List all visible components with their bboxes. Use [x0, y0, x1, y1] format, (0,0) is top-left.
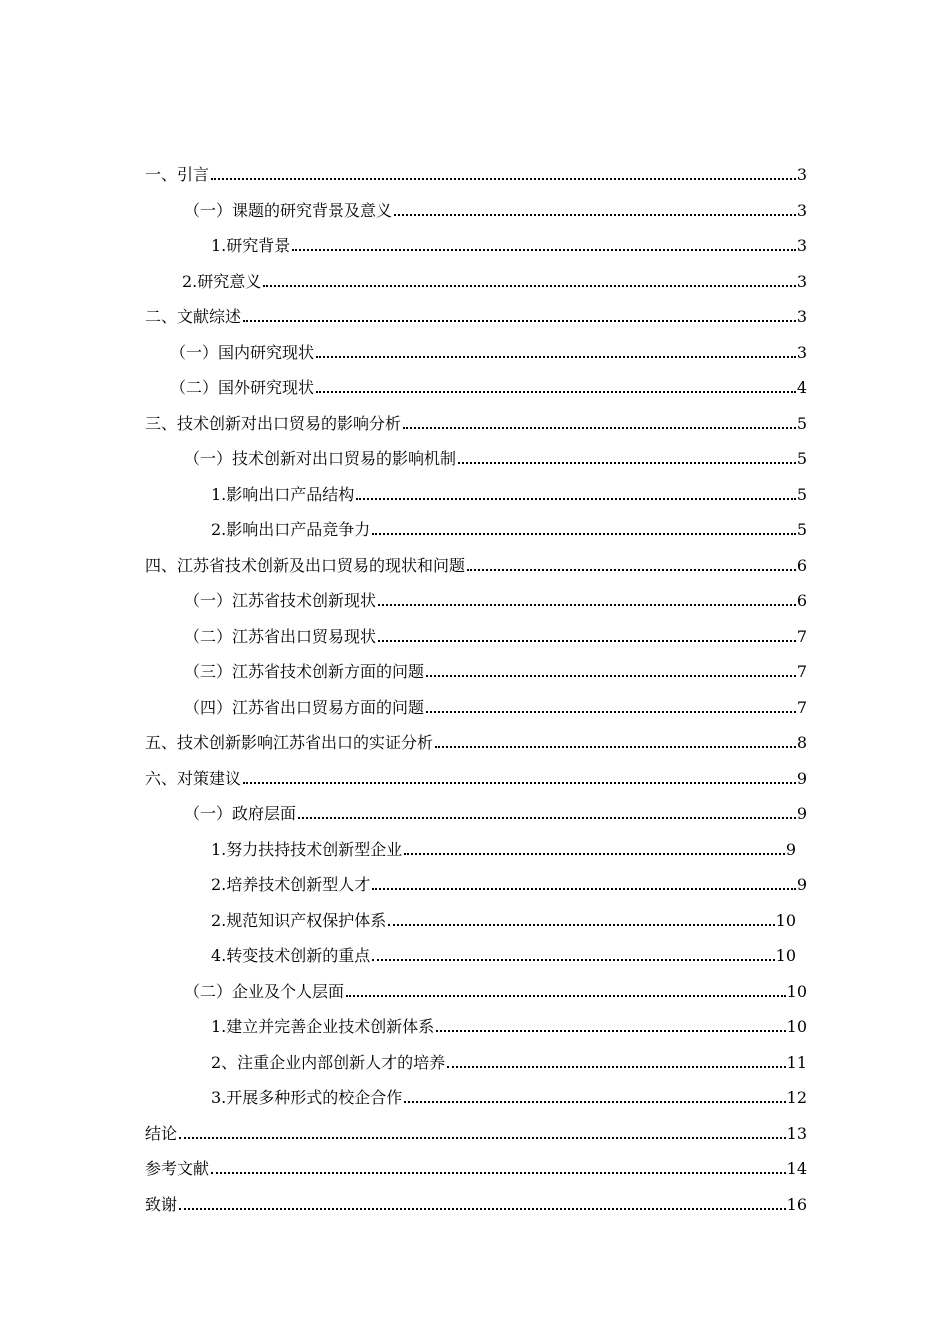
dot-leader: [372, 533, 796, 535]
toc-page-number: 7: [796, 627, 807, 646]
toc-entry[interactable]: [184, 585, 807, 611]
toc-entry[interactable]: [145, 1153, 807, 1179]
toc-title: 三、技术创新对出口贸易的影响分析: [145, 414, 402, 433]
toc-title: 4.转变技术创新的重点: [211, 946, 371, 965]
toc-page-number: 10: [786, 982, 807, 1001]
toc-page-number: 3: [796, 272, 807, 291]
toc-page-number: 4: [796, 378, 807, 397]
toc-entry[interactable]: [145, 1118, 807, 1144]
dot-leader: [211, 1172, 786, 1174]
toc-entry[interactable]: [145, 301, 807, 327]
dot-leader: [403, 427, 796, 429]
toc-entry[interactable]: [211, 834, 796, 860]
toc-entry[interactable]: [211, 1011, 807, 1037]
dot-leader: [298, 817, 796, 819]
toc-entry[interactable]: [211, 905, 796, 931]
toc-title: 2.研究意义: [182, 272, 262, 291]
toc-page-number: 5: [796, 520, 807, 539]
toc-entry[interactable]: [184, 656, 807, 682]
toc-title: （一）国内研究现状: [170, 343, 315, 362]
toc-page-number: 3: [796, 307, 807, 326]
toc-title: （二）国外研究现状: [170, 378, 315, 397]
dot-leader: [346, 995, 786, 997]
toc-title: 结论: [145, 1124, 178, 1143]
toc-entry[interactable]: [211, 1082, 807, 1108]
toc-page-number: 6: [796, 556, 807, 575]
dot-leader: [179, 1208, 786, 1210]
dot-leader: [404, 853, 785, 855]
toc-entry[interactable]: [184, 443, 807, 469]
toc-page-number: 3: [796, 236, 807, 255]
dot-leader: [243, 782, 796, 784]
dot-leader: [378, 604, 796, 606]
toc-entry[interactable]: [184, 692, 807, 718]
toc-page-number: 9: [785, 840, 796, 859]
toc-title: 1.研究背景: [211, 236, 291, 255]
toc-title: 一、引言: [145, 165, 210, 184]
toc-title: 1.建立并完善企业技术创新体系: [211, 1017, 435, 1036]
toc-entry[interactable]: [182, 266, 807, 292]
toc-page-number: 10: [775, 946, 796, 965]
toc-page-number: 10: [786, 1017, 807, 1036]
toc-entry[interactable]: [145, 1189, 807, 1215]
toc-page-number: 6: [796, 591, 807, 610]
toc-title: （二）江苏省出口贸易现状: [184, 627, 377, 646]
toc-page-number: 13: [786, 1124, 807, 1143]
toc-entry[interactable]: [170, 337, 807, 363]
toc-entry[interactable]: [184, 621, 807, 647]
toc-title: （一）技术创新对出口贸易的影响机制: [184, 449, 457, 468]
toc-entry[interactable]: [145, 408, 807, 434]
dot-leader: [372, 959, 774, 961]
toc-title: 二、文献综述: [145, 307, 242, 326]
toc-page-number: 8: [796, 733, 807, 752]
dot-leader: [388, 924, 774, 926]
dot-leader: [243, 320, 796, 322]
dot-leader: [458, 462, 796, 464]
toc-title: 四、江苏省技术创新及出口贸易的现状和问题: [145, 556, 466, 575]
toc-title: （二）企业及个人层面: [184, 982, 345, 1001]
dot-leader: [404, 1101, 785, 1103]
dot-leader: [426, 711, 796, 713]
toc-title: 五、技术创新影响江苏省出口的实证分析: [145, 733, 434, 752]
toc-page-number: 7: [796, 662, 807, 681]
toc-title: 致谢: [145, 1195, 178, 1214]
toc-page-number: 12: [786, 1088, 807, 1107]
toc-entry[interactable]: [211, 869, 807, 895]
toc-title: （三）江苏省技术创新方面的问题: [184, 662, 425, 681]
toc-entry[interactable]: [211, 230, 807, 256]
toc-page-number: 3: [796, 165, 807, 184]
dot-leader: [467, 569, 796, 571]
toc-entry[interactable]: [211, 940, 796, 966]
dot-leader: [211, 178, 796, 180]
toc-title: （一）政府层面: [184, 804, 297, 823]
toc-page-number: 3: [796, 201, 807, 220]
dot-leader: [316, 356, 796, 358]
dot-leader: [378, 640, 796, 642]
dot-leader: [435, 746, 796, 748]
dot-leader: [447, 1066, 785, 1068]
toc-entry[interactable]: [145, 727, 807, 753]
dot-leader: [292, 249, 796, 251]
toc-title: （一）课题的研究背景及意义: [184, 201, 393, 220]
toc-page-number: 11: [786, 1053, 807, 1072]
toc-title: 1.影响出口产品结构: [211, 485, 355, 504]
toc-page-number: 7: [796, 698, 807, 717]
toc-entry[interactable]: [145, 550, 807, 576]
toc-page-number: 3: [796, 343, 807, 362]
toc-entry[interactable]: [184, 798, 807, 824]
dot-leader: [394, 214, 796, 216]
dot-leader: [263, 285, 796, 287]
toc-page-number: 14: [786, 1159, 807, 1178]
toc-page-number: 16: [786, 1195, 807, 1214]
dot-leader: [316, 391, 796, 393]
toc-entry[interactable]: [211, 1047, 807, 1073]
toc-entry[interactable]: [145, 159, 807, 185]
toc-title: 2.影响出口产品竞争力: [211, 520, 371, 539]
toc-title: 六、对策建议: [145, 769, 242, 788]
dot-leader: [426, 675, 796, 677]
toc-entry[interactable]: [211, 479, 807, 505]
toc-page-number: 5: [796, 414, 807, 433]
toc-entry[interactable]: [184, 976, 807, 1002]
toc-title: 2、注重企业内部创新人才的培养: [211, 1053, 446, 1072]
toc-page-number: 5: [796, 485, 807, 504]
toc-title: 1.努力扶持技术创新型企业: [211, 840, 403, 859]
toc-entry[interactable]: [211, 514, 807, 540]
dot-leader: [179, 1137, 786, 1139]
toc-title: 2.规范知识产权保护体系: [211, 911, 387, 930]
toc-page-number: 9: [796, 875, 807, 894]
toc-title: 3.开展多种形式的校企合作: [211, 1088, 403, 1107]
dot-leader: [356, 498, 796, 500]
toc-entry[interactable]: [184, 195, 807, 221]
toc-title: 2.培养技术创新型人才: [211, 875, 371, 894]
toc-page-number: 5: [796, 449, 807, 468]
toc-page-number: 10: [775, 911, 796, 930]
toc-title: 参考文献: [145, 1159, 210, 1178]
toc-title: （四）江苏省出口贸易方面的问题: [184, 698, 425, 717]
dot-leader: [436, 1030, 785, 1032]
toc-page-number: 9: [796, 769, 807, 788]
toc-entry[interactable]: [145, 763, 807, 789]
toc-title: （一）江苏省技术创新现状: [184, 591, 377, 610]
toc-page-number: 9: [796, 804, 807, 823]
toc-entry[interactable]: [170, 372, 807, 398]
dot-leader: [372, 888, 796, 890]
